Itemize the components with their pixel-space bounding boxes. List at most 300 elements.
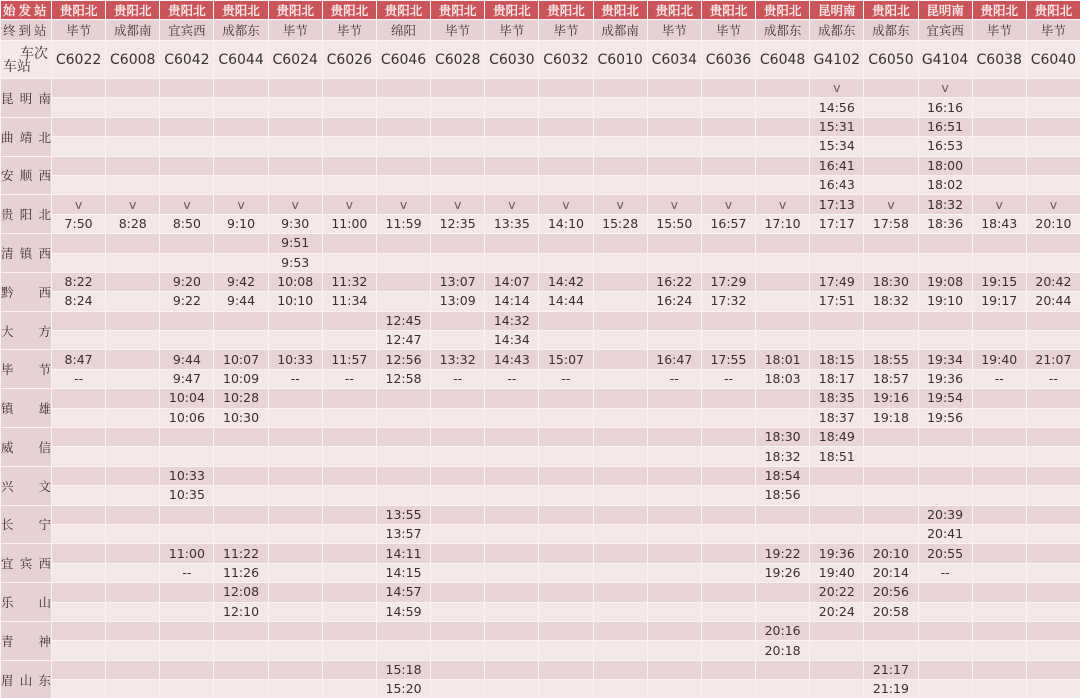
station-departure-row bbox=[1, 292, 1080, 311]
station-departure-row bbox=[1, 98, 1080, 117]
arrival-time-cell bbox=[1026, 117, 1080, 136]
station-name: 宜宾西 bbox=[1, 544, 52, 583]
departure-time-cell bbox=[106, 331, 160, 350]
arrival-time-cell: 11:00 bbox=[160, 544, 214, 563]
arrival-time-cell bbox=[539, 311, 593, 330]
departure-time-cell: 9:53 bbox=[268, 253, 322, 272]
train-no-corner-label: 车次 bbox=[20, 46, 48, 62]
departure-time-cell: 12:35 bbox=[431, 214, 485, 233]
arrival-time-cell: 20:56 bbox=[864, 583, 918, 602]
departure-time-cell bbox=[106, 369, 160, 388]
departure-time-cell bbox=[376, 175, 430, 194]
departure-time-cell bbox=[647, 680, 701, 698]
departure-time-cell: 10:09 bbox=[214, 369, 268, 388]
arrival-time-cell bbox=[756, 272, 810, 291]
station-corner-label: 车站 bbox=[3, 59, 31, 75]
departure-time-cell bbox=[268, 524, 322, 543]
departure-time-cell: 11:59 bbox=[376, 214, 430, 233]
arrival-time-cell: 17:13 bbox=[810, 195, 864, 214]
departure-time-cell bbox=[214, 524, 268, 543]
arrival-time-cell bbox=[539, 544, 593, 563]
arrival-time-cell: 19:36 bbox=[810, 544, 864, 563]
arrival-time-cell bbox=[810, 311, 864, 330]
departure-time-cell bbox=[756, 175, 810, 194]
departure-time-cell bbox=[647, 563, 701, 582]
arrival-time-cell bbox=[918, 311, 972, 330]
departure-time-cell bbox=[810, 641, 864, 660]
pass-through-chevron-icon: v bbox=[106, 195, 160, 214]
pass-through-chevron-icon: v bbox=[52, 195, 106, 214]
arrival-time-cell: 12:45 bbox=[376, 311, 430, 330]
train-origin-cell: 贵阳北 bbox=[431, 1, 485, 20]
arrival-time-cell: 13:55 bbox=[376, 505, 430, 524]
pass-through-chevron-icon: v bbox=[918, 79, 972, 98]
arrival-time-cell bbox=[593, 350, 647, 369]
train-origin-cell: 贵阳北 bbox=[376, 1, 430, 20]
departure-time-cell bbox=[593, 486, 647, 505]
arrival-time-cell: 19:34 bbox=[918, 350, 972, 369]
departure-time-cell bbox=[485, 98, 539, 117]
departure-time-cell bbox=[160, 253, 214, 272]
arrival-time-cell bbox=[864, 156, 918, 175]
departure-time-cell bbox=[322, 486, 376, 505]
arrival-time-cell: 20:22 bbox=[810, 583, 864, 602]
train-origin-cell: 昆明南 bbox=[810, 1, 864, 20]
departure-time-cell: 20:14 bbox=[864, 563, 918, 582]
departure-time-cell: 16:16 bbox=[918, 98, 972, 117]
station-departure-row bbox=[1, 680, 1080, 698]
arrival-time-cell bbox=[647, 583, 701, 602]
arrival-time-cell bbox=[376, 389, 430, 408]
departure-time-cell bbox=[864, 98, 918, 117]
arrival-time-cell bbox=[376, 466, 430, 485]
departure-time-cell bbox=[593, 98, 647, 117]
arrival-time-cell bbox=[485, 544, 539, 563]
train-number-cell: C6032 bbox=[539, 41, 593, 79]
arrival-time-cell bbox=[485, 79, 539, 98]
departure-time-cell bbox=[485, 486, 539, 505]
departure-time-cell: 19:17 bbox=[972, 292, 1026, 311]
arrival-time-cell: 18:49 bbox=[810, 428, 864, 447]
departure-time-cell bbox=[52, 253, 106, 272]
arrival-time-cell bbox=[756, 660, 810, 679]
arrival-time-cell bbox=[376, 117, 430, 136]
arrival-time-cell bbox=[593, 272, 647, 291]
departure-time-cell bbox=[268, 175, 322, 194]
departure-time-cell: 18:51 bbox=[810, 447, 864, 466]
arrival-time-cell bbox=[485, 234, 539, 253]
departure-time-cell bbox=[647, 486, 701, 505]
arrival-time-cell bbox=[268, 660, 322, 679]
departure-time-cell bbox=[593, 680, 647, 698]
station-departure-row bbox=[1, 641, 1080, 660]
destination-header-label: 终到站 bbox=[1, 20, 52, 41]
arrival-time-cell bbox=[485, 660, 539, 679]
train-origin-cell: 贵阳北 bbox=[647, 1, 701, 20]
station-departure-row bbox=[1, 408, 1080, 427]
departure-time-cell bbox=[106, 486, 160, 505]
departure-time-cell bbox=[431, 602, 485, 621]
departure-time-cell bbox=[918, 602, 972, 621]
arrival-time-cell: 16:22 bbox=[647, 272, 701, 291]
departure-time-cell bbox=[1026, 137, 1080, 156]
train-origin-cell: 贵阳北 bbox=[106, 1, 160, 20]
origin-station-row bbox=[1, 1, 1080, 20]
arrival-time-cell: 9:51 bbox=[268, 234, 322, 253]
departure-time-cell: 17:51 bbox=[810, 292, 864, 311]
arrival-time-cell bbox=[322, 505, 376, 524]
arrival-time-cell: 13:32 bbox=[431, 350, 485, 369]
departure-time-cell bbox=[701, 175, 755, 194]
departure-time-cell bbox=[268, 408, 322, 427]
departure-time-cell: 16:43 bbox=[810, 175, 864, 194]
train-destination-cell: 成都东 bbox=[214, 20, 268, 41]
departure-time-cell: 11:00 bbox=[322, 214, 376, 233]
departure-time-cell bbox=[593, 602, 647, 621]
station-departure-row bbox=[1, 214, 1080, 233]
terminal-no-departure-cell: -- bbox=[431, 369, 485, 388]
departure-time-cell bbox=[756, 98, 810, 117]
arrival-time-cell bbox=[647, 660, 701, 679]
departure-time-cell bbox=[376, 641, 430, 660]
departure-time-cell bbox=[539, 486, 593, 505]
departure-time-cell: 20:24 bbox=[810, 602, 864, 621]
departure-time-cell bbox=[268, 563, 322, 582]
train-origin-cell: 贵阳北 bbox=[268, 1, 322, 20]
train-destination-cell: 宜宾西 bbox=[160, 20, 214, 41]
arrival-time-cell: 16:41 bbox=[810, 156, 864, 175]
station-name: 威信 bbox=[1, 428, 52, 467]
train-origin-cell: 贵阳北 bbox=[214, 1, 268, 20]
departure-time-cell bbox=[160, 524, 214, 543]
train-number-cell: C6022 bbox=[52, 41, 106, 79]
train-number-cell: C6050 bbox=[864, 41, 918, 79]
arrival-time-cell bbox=[864, 234, 918, 253]
arrival-time-cell bbox=[322, 544, 376, 563]
arrival-time-cell bbox=[593, 428, 647, 447]
arrival-time-cell bbox=[972, 311, 1026, 330]
arrival-time-cell bbox=[539, 583, 593, 602]
arrival-time-cell bbox=[160, 117, 214, 136]
departure-time-cell bbox=[431, 331, 485, 350]
departure-time-cell bbox=[756, 680, 810, 698]
departure-time-cell bbox=[160, 98, 214, 117]
arrival-time-cell bbox=[431, 660, 485, 679]
arrival-time-cell bbox=[810, 505, 864, 524]
arrival-time-cell bbox=[431, 621, 485, 640]
arrival-time-cell bbox=[701, 428, 755, 447]
departure-time-cell bbox=[376, 137, 430, 156]
arrival-time-cell: 21:17 bbox=[864, 660, 918, 679]
departure-time-cell bbox=[52, 602, 106, 621]
departure-time-cell bbox=[1026, 175, 1080, 194]
arrival-time-cell: 14:57 bbox=[376, 583, 430, 602]
arrival-time-cell bbox=[918, 428, 972, 447]
departure-time-cell: 20:10 bbox=[1026, 214, 1080, 233]
station-arrival-row bbox=[1, 350, 1080, 369]
departure-time-cell bbox=[864, 524, 918, 543]
station-name: 贵阳北 bbox=[1, 195, 52, 234]
arrival-time-cell bbox=[106, 234, 160, 253]
departure-time-cell bbox=[376, 292, 430, 311]
station-departure-row bbox=[1, 447, 1080, 466]
arrival-time-cell bbox=[214, 79, 268, 98]
departure-time-cell: 16:53 bbox=[918, 137, 972, 156]
departure-time-cell bbox=[322, 641, 376, 660]
departure-time-cell bbox=[214, 253, 268, 272]
departure-time-cell bbox=[701, 563, 755, 582]
departure-time-cell bbox=[106, 680, 160, 698]
arrival-time-cell bbox=[268, 466, 322, 485]
train-number-cell: C6042 bbox=[160, 41, 214, 79]
arrival-time-cell: 9:42 bbox=[214, 272, 268, 291]
departure-time-cell bbox=[52, 175, 106, 194]
arrival-time-cell bbox=[376, 272, 430, 291]
departure-time-cell: 12:58 bbox=[376, 369, 430, 388]
departure-time-cell bbox=[1026, 680, 1080, 698]
train-number-cell: G4104 bbox=[918, 41, 972, 79]
arrival-time-cell bbox=[756, 79, 810, 98]
departure-time-cell bbox=[756, 524, 810, 543]
arrival-time-cell bbox=[52, 660, 106, 679]
departure-time-cell bbox=[972, 602, 1026, 621]
arrival-time-cell bbox=[214, 466, 268, 485]
arrival-time-cell bbox=[485, 389, 539, 408]
departure-time-cell bbox=[431, 408, 485, 427]
arrival-time-cell: 19:15 bbox=[972, 272, 1026, 291]
arrival-time-cell: 18:01 bbox=[756, 350, 810, 369]
arrival-time-cell: 10:33 bbox=[268, 350, 322, 369]
train-origin-cell: 贵阳北 bbox=[593, 1, 647, 20]
arrival-time-cell bbox=[376, 428, 430, 447]
train-destination-cell: 毕节 bbox=[539, 20, 593, 41]
departure-time-cell: 20:58 bbox=[864, 602, 918, 621]
station-name: 清镇西 bbox=[1, 234, 52, 273]
departure-time-cell bbox=[1026, 641, 1080, 660]
departure-time-cell: 15:50 bbox=[647, 214, 701, 233]
arrival-time-cell: 20:16 bbox=[756, 621, 810, 640]
departure-time-cell bbox=[647, 641, 701, 660]
arrival-time-cell bbox=[52, 544, 106, 563]
train-destination-cell: 成都东 bbox=[864, 20, 918, 41]
arrival-time-cell bbox=[322, 428, 376, 447]
departure-time-cell: 20:18 bbox=[756, 641, 810, 660]
departure-time-cell bbox=[268, 98, 322, 117]
departure-time-cell bbox=[647, 137, 701, 156]
arrival-time-cell bbox=[431, 117, 485, 136]
arrival-time-cell: 9:20 bbox=[160, 272, 214, 291]
arrival-time-cell bbox=[701, 466, 755, 485]
station-arrival-row bbox=[1, 466, 1080, 485]
arrival-time-cell: 20:10 bbox=[864, 544, 918, 563]
departure-time-cell: 18:56 bbox=[756, 486, 810, 505]
arrival-time-cell bbox=[647, 156, 701, 175]
departure-time-cell: 11:34 bbox=[322, 292, 376, 311]
departure-time-cell bbox=[322, 602, 376, 621]
station-arrival-row bbox=[1, 156, 1080, 175]
departure-time-cell bbox=[972, 447, 1026, 466]
arrival-time-cell bbox=[701, 79, 755, 98]
departure-time-cell: 17:10 bbox=[756, 214, 810, 233]
departure-time-cell bbox=[376, 253, 430, 272]
departure-time-cell bbox=[106, 524, 160, 543]
arrival-time-cell bbox=[160, 234, 214, 253]
arrival-time-cell bbox=[376, 621, 430, 640]
arrival-time-cell bbox=[52, 117, 106, 136]
departure-time-cell bbox=[918, 331, 972, 350]
pass-through-chevron-icon: v bbox=[160, 195, 214, 214]
arrival-time-cell bbox=[756, 156, 810, 175]
departure-time-cell bbox=[214, 486, 268, 505]
departure-time-cell: 18:32 bbox=[756, 447, 810, 466]
train-number-cell: C6048 bbox=[756, 41, 810, 79]
departure-time-cell bbox=[701, 680, 755, 698]
train-number-cell: C6010 bbox=[593, 41, 647, 79]
departure-time-cell bbox=[1026, 253, 1080, 272]
departure-time-cell bbox=[431, 524, 485, 543]
arrival-time-cell bbox=[972, 428, 1026, 447]
arrival-time-cell bbox=[539, 466, 593, 485]
station-name: 毕节 bbox=[1, 350, 52, 389]
departure-time-cell bbox=[268, 486, 322, 505]
station-name: 黔西 bbox=[1, 272, 52, 311]
arrival-time-cell bbox=[268, 621, 322, 640]
station-name: 曲靖北 bbox=[1, 117, 52, 156]
arrival-time-cell: 19:22 bbox=[756, 544, 810, 563]
station-departure-row bbox=[1, 602, 1080, 621]
arrival-time-cell bbox=[431, 156, 485, 175]
departure-time-cell bbox=[756, 137, 810, 156]
departure-time-cell bbox=[972, 253, 1026, 272]
arrival-time-cell bbox=[1026, 621, 1080, 640]
arrival-time-cell: 16:47 bbox=[647, 350, 701, 369]
arrival-time-cell bbox=[972, 583, 1026, 602]
departure-time-cell: 18:37 bbox=[810, 408, 864, 427]
arrival-time-cell bbox=[918, 466, 972, 485]
departure-time-cell: 18:43 bbox=[972, 214, 1026, 233]
terminal-no-departure-cell: -- bbox=[701, 369, 755, 388]
departure-time-cell bbox=[1026, 447, 1080, 466]
train-origin-cell: 贵阳北 bbox=[160, 1, 214, 20]
departure-time-cell: 17:58 bbox=[864, 214, 918, 233]
arrival-time-cell bbox=[539, 505, 593, 524]
departure-time-cell bbox=[593, 253, 647, 272]
train-number-cell: C6038 bbox=[972, 41, 1026, 79]
arrival-time-cell bbox=[322, 660, 376, 679]
arrival-time-cell: 19:08 bbox=[918, 272, 972, 291]
departure-time-cell bbox=[810, 524, 864, 543]
arrival-time-cell bbox=[647, 117, 701, 136]
arrival-time-cell bbox=[160, 428, 214, 447]
arrival-time-cell: 8:22 bbox=[52, 272, 106, 291]
departure-time-cell bbox=[593, 641, 647, 660]
station-departure-row bbox=[1, 331, 1080, 350]
arrival-time-cell bbox=[376, 79, 430, 98]
station-departure-row bbox=[1, 253, 1080, 272]
arrival-time-cell bbox=[160, 156, 214, 175]
departure-time-cell bbox=[214, 331, 268, 350]
arrival-time-cell bbox=[1026, 79, 1080, 98]
departure-time-cell bbox=[539, 331, 593, 350]
departure-time-cell bbox=[160, 680, 214, 698]
departure-time-cell bbox=[52, 524, 106, 543]
arrival-time-cell bbox=[268, 117, 322, 136]
arrival-time-cell bbox=[810, 660, 864, 679]
arrival-time-cell bbox=[647, 544, 701, 563]
departure-time-cell bbox=[647, 602, 701, 621]
arrival-time-cell bbox=[106, 272, 160, 291]
arrival-time-cell: 18:54 bbox=[756, 466, 810, 485]
departure-time-cell bbox=[539, 680, 593, 698]
arrival-time-cell bbox=[593, 660, 647, 679]
departure-time-cell bbox=[701, 331, 755, 350]
pass-through-chevron-icon: v bbox=[647, 195, 701, 214]
arrival-time-cell bbox=[918, 234, 972, 253]
terminal-no-departure-cell: -- bbox=[485, 369, 539, 388]
departure-time-cell bbox=[972, 680, 1026, 698]
train-number-cell: C6036 bbox=[701, 41, 755, 79]
departure-time-cell bbox=[593, 408, 647, 427]
departure-time-cell bbox=[810, 486, 864, 505]
arrival-time-cell bbox=[214, 117, 268, 136]
arrival-time-cell: 16:51 bbox=[918, 117, 972, 136]
train-origin-cell: 贵阳北 bbox=[485, 1, 539, 20]
arrival-time-cell bbox=[972, 544, 1026, 563]
departure-time-cell bbox=[214, 641, 268, 660]
arrival-time-cell bbox=[52, 234, 106, 253]
departure-time-cell bbox=[485, 641, 539, 660]
arrival-time-cell bbox=[756, 583, 810, 602]
departure-time-cell: 20:44 bbox=[1026, 292, 1080, 311]
arrival-time-cell bbox=[701, 156, 755, 175]
arrival-time-cell bbox=[485, 428, 539, 447]
arrival-time-cell bbox=[1026, 428, 1080, 447]
arrival-time-cell: 13:07 bbox=[431, 272, 485, 291]
arrival-time-cell: 14:32 bbox=[485, 311, 539, 330]
arrival-time-cell: 19:40 bbox=[972, 350, 1026, 369]
train-destination-cell: 绵阳 bbox=[376, 20, 430, 41]
arrival-time-cell bbox=[539, 621, 593, 640]
departure-time-cell: 14:34 bbox=[485, 331, 539, 350]
arrival-time-cell bbox=[106, 660, 160, 679]
station-name: 乐山 bbox=[1, 583, 52, 622]
departure-time-cell bbox=[701, 602, 755, 621]
departure-time-cell bbox=[701, 137, 755, 156]
arrival-time-cell: 11:22 bbox=[214, 544, 268, 563]
departure-time-cell bbox=[322, 175, 376, 194]
departure-time-cell bbox=[593, 137, 647, 156]
arrival-time-cell bbox=[106, 117, 160, 136]
arrival-time-cell bbox=[972, 234, 1026, 253]
arrival-time-cell bbox=[539, 428, 593, 447]
arrival-time-cell bbox=[864, 79, 918, 98]
arrival-time-cell bbox=[1026, 583, 1080, 602]
terminal-no-departure-cell: -- bbox=[972, 369, 1026, 388]
departure-time-cell: 10:35 bbox=[160, 486, 214, 505]
departure-time-cell bbox=[972, 175, 1026, 194]
departure-time-cell bbox=[376, 98, 430, 117]
departure-time-cell bbox=[485, 408, 539, 427]
arrival-time-cell: 14:43 bbox=[485, 350, 539, 369]
train-destination-cell: 毕节 bbox=[647, 20, 701, 41]
departure-time-cell bbox=[322, 408, 376, 427]
departure-time-cell: 19:10 bbox=[918, 292, 972, 311]
arrival-time-cell bbox=[810, 234, 864, 253]
train-origin-cell: 昆明南 bbox=[918, 1, 972, 20]
arrival-time-cell bbox=[52, 621, 106, 640]
station-arrival-row bbox=[1, 311, 1080, 330]
arrival-time-cell bbox=[485, 583, 539, 602]
